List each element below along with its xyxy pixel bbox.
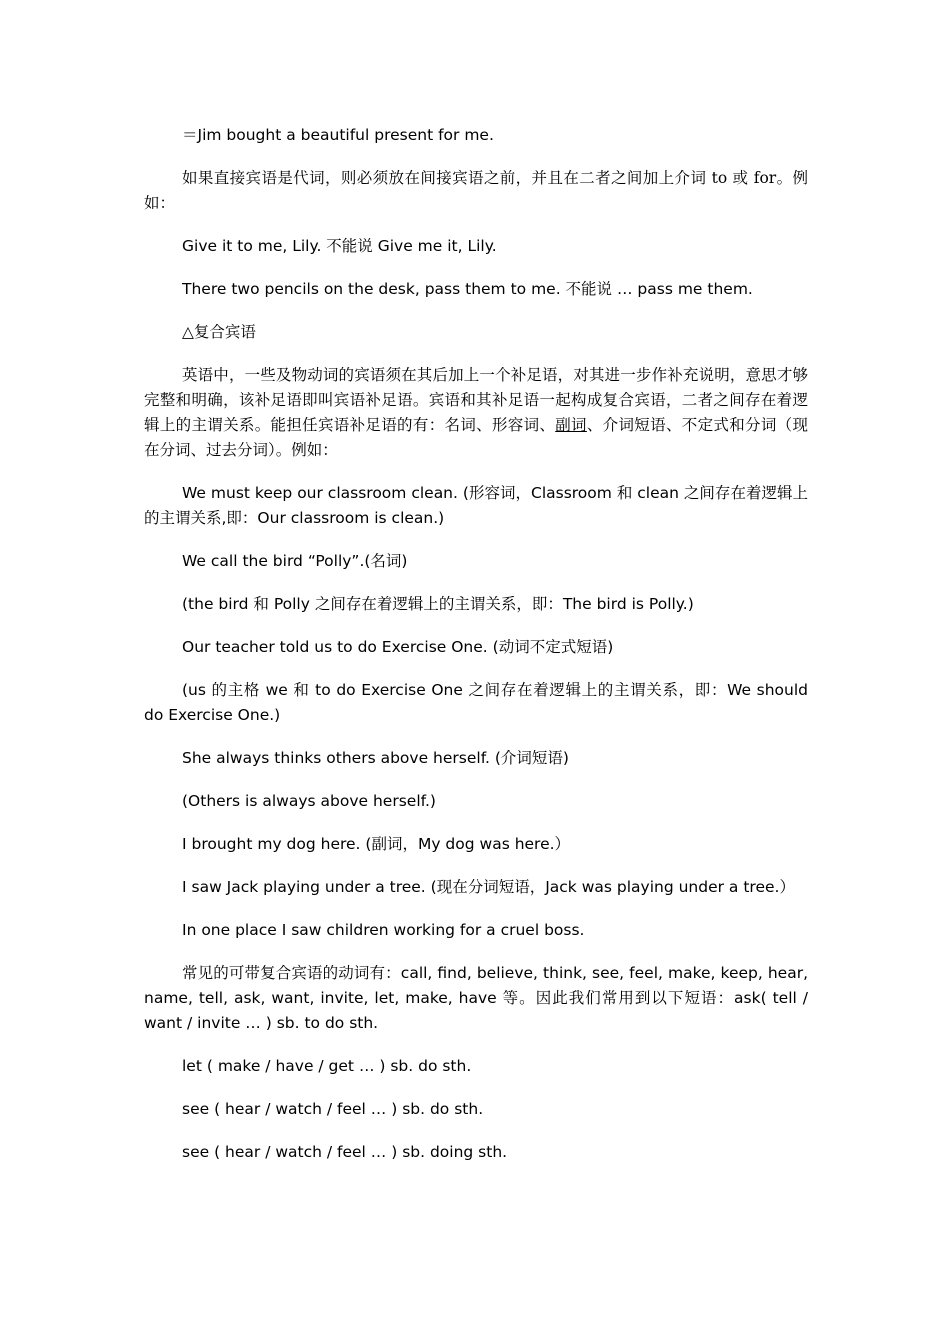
paragraph-others-note: (Others is always above herself.) [182,792,436,810]
paragraph-pass-them-example: There two pencils on the desk, pass them to me. 不能说 … pass me them. [182,280,753,298]
paragraph-jim-present: ＝Jim bought a beautiful present for me. [182,126,494,144]
paragraph-pronoun-rule: 如果直接宾语是代词，则必须放在间接宾语之前，并且在二者之间加上介词 to 或 for。例如： [144,169,808,212]
paragraph-give-it-example: Give it to me, Lily. 不能说 Give me it, Lily. [182,237,497,255]
paragraph-bird-polly-note: (the bird 和 Polly 之间存在着逻辑上的主谓关系，即：The bird is Polly.) [182,595,694,613]
paragraph-saw-jack-example: I saw Jack playing under a tree. (现在分词短语，Jack was playing under a tree.） [182,878,795,896]
paragraph-see-do-pattern: see ( hear / watch / feel … ) sb. do sth. [182,1100,484,1118]
definition-text-part-2: 、介词短语、不定式和分词（现在分词、过去分词）。例如： [144,416,808,459]
paragraph-thinks-others-example: She always thinks others above herself. (介词短语) [182,749,569,767]
definition-text-part-1: 英语中，一些及物动词的宾语须在其后加上一个补足语，对其进一步作补充说明，意思才够完整和明确，该补足语即叫宾语补足语。宾语和其补足语一起构成复合宾语，二者之间存在着逻辑上的主谓关系。能担任宾语补足语的有：名词、形容词、 [144,366,808,434]
paragraph-complex-object-definition [144,363,808,463]
paragraph-call-bird-example: We call the bird “Polly”.(名词) [182,552,408,570]
paragraph-brought-dog-example: I brought my dog here. (副词，My dog was here.） [182,835,571,853]
paragraph-keep-clean-example: We must keep our classroom clean. (形容词，Classroom 和 clean 之间存在着逻辑上的主谓关系,即：Our classroom is clean.) [144,484,808,527]
paragraph-us-we-note: (us 的主格 we 和 to do Exercise One 之间存在着逻辑上的主谓关系，即：We should do Exercise One.) [144,681,808,724]
paragraph-see-doing-pattern: see ( hear / watch / feel … ) sb. doing sth. [182,1143,508,1161]
paragraph-teacher-told-example: Our teacher told us to do Exercise One. (动词不定式短语) [182,638,614,656]
document-page [144,123,808,1183]
paragraph-children-working-example: In one place I saw children working for a cruel boss. [182,921,585,939]
paragraph-let-make-pattern: let ( make / have / get … ) sb. do sth. [182,1057,472,1075]
section-heading-complex-object: △复合宾语 [182,323,256,341]
paragraph-common-verbs: 常见的可带复合宾语的动词有：call, find, believe, think, see, feel, make, keep, hear, name, tell, ask, want, invite, let, make, have 等。因此我们常用到以下短语：ask( tell / want / invite … ) sb. to do sth. [144,964,808,1032]
adverb-link[interactable]: 副词 [555,416,587,434]
